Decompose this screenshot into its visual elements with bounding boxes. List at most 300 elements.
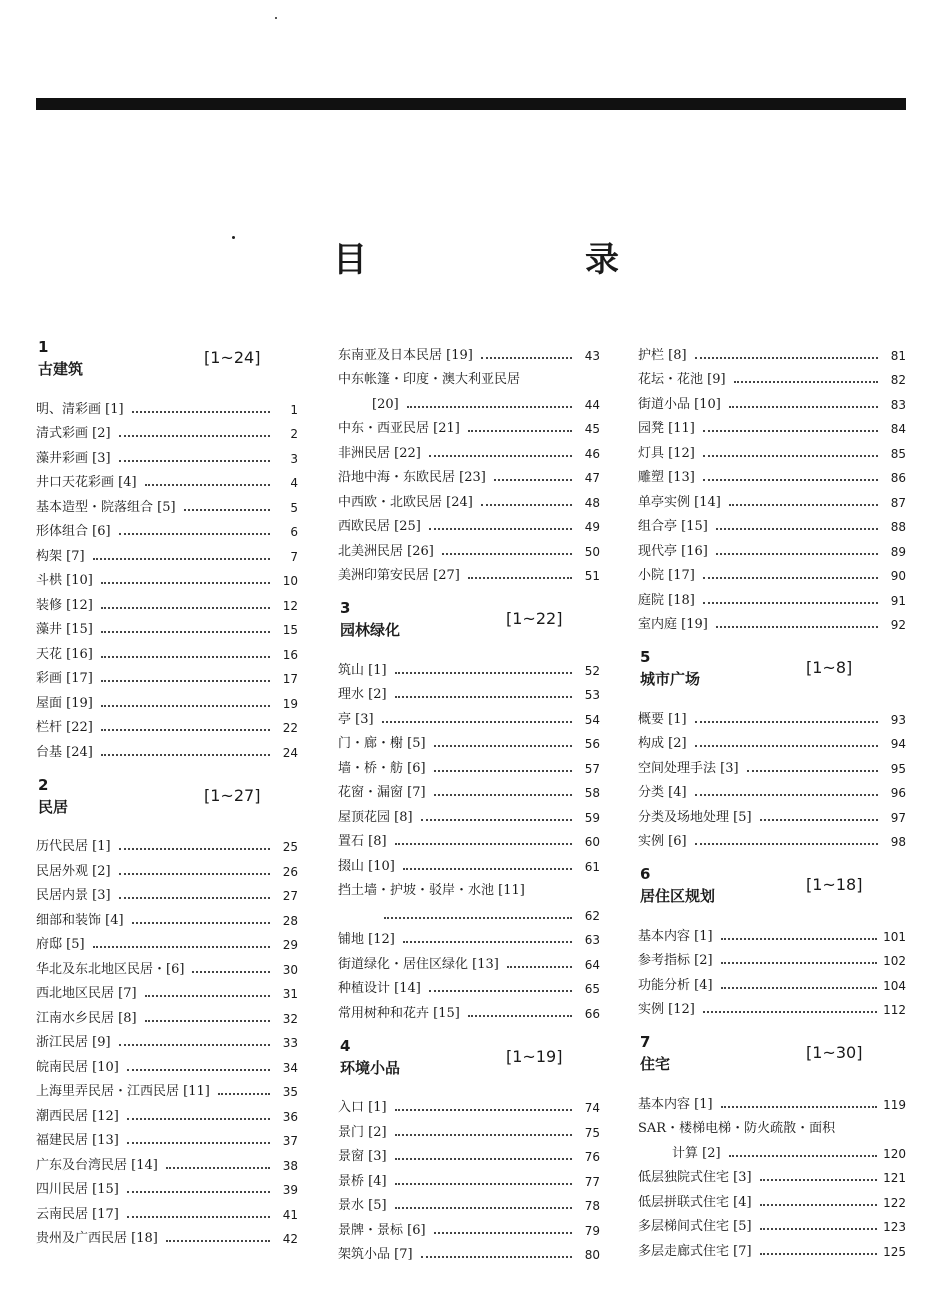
- toc-entry[interactable]: [638, 1112, 906, 1137]
- toc-entry-label: 皖南民居 [10]: [36, 1059, 119, 1075]
- toc-page-number: 12: [282, 598, 298, 613]
- toc-section: [638, 648, 906, 849]
- toc-entry[interactable]: [638, 800, 906, 825]
- toc-page-number: 76: [584, 1150, 600, 1164]
- toc-entry-label: 基本内容 [1]: [638, 1096, 713, 1112]
- section-title: 园林绿化: [340, 621, 401, 639]
- toc-entry[interactable]: [638, 510, 906, 535]
- toc-entry[interactable]: [338, 1115, 600, 1140]
- toc-entry[interactable]: [638, 825, 906, 850]
- toc-entry-label: 中东帐篷・印度・澳大利亚民居: [338, 372, 521, 387]
- toc-entry[interactable]: [36, 686, 298, 711]
- leader-dots: [101, 581, 270, 584]
- toc-entry[interactable]: [338, 972, 600, 997]
- toc-entry-label: [20]: [372, 396, 399, 412]
- toc-entry-label: 景桥 [4]: [338, 1173, 387, 1189]
- leader-dots: [703, 429, 878, 432]
- section-number: 7: [640, 1033, 651, 1051]
- toc-entry[interactable]: [638, 461, 906, 486]
- toc-entry[interactable]: [638, 338, 906, 363]
- section-range: [1~8]: [806, 658, 853, 677]
- leader-dots: [468, 1014, 572, 1017]
- toc-entry[interactable]: [338, 559, 600, 584]
- toc-entry[interactable]: [36, 711, 298, 736]
- leader-dots: [695, 842, 878, 845]
- leader-dots: [760, 1178, 878, 1181]
- toc-entry[interactable]: [338, 1140, 600, 1165]
- toc-entry[interactable]: [338, 1238, 600, 1263]
- toc-entry-label: 掇山 [10]: [338, 858, 395, 874]
- leader-dots: [434, 1231, 572, 1234]
- toc-page-number: 7: [290, 549, 298, 564]
- section-heading[interactable]: [338, 599, 600, 647]
- toc-entry[interactable]: [638, 1210, 906, 1235]
- toc-entry-label: 华北及东北地区民居・[6]: [36, 961, 185, 977]
- toc-entry[interactable]: [36, 441, 298, 466]
- toc-page-number: 43: [584, 348, 600, 363]
- leader-dots: [166, 1239, 270, 1242]
- toc-page-number: 41: [282, 1207, 298, 1222]
- toc-entry[interactable]: [638, 776, 906, 801]
- toc-entry-label: 东南亚及日本民居 [19]: [338, 347, 473, 363]
- toc-entry[interactable]: [338, 702, 600, 727]
- toc-entry-label: 形体组合 [6]: [36, 524, 111, 539]
- toc-entry[interactable]: [36, 952, 298, 977]
- leader-dots: [747, 769, 878, 772]
- toc-entry[interactable]: [338, 1213, 600, 1238]
- toc-page-number: 17: [282, 672, 298, 686]
- toc-entry[interactable]: [338, 363, 600, 388]
- leader-dots: [429, 989, 572, 992]
- toc-entry[interactable]: [638, 608, 906, 633]
- toc-entry[interactable]: [36, 1197, 298, 1222]
- section-title: 住宅: [640, 1055, 671, 1073]
- toc-entry[interactable]: [36, 466, 298, 491]
- toc-entry-label: 护栏 [8]: [638, 347, 687, 363]
- toc-entry-label: 街道绿化・居住区绿化 [13]: [338, 956, 499, 972]
- toc-entry[interactable]: [338, 436, 600, 461]
- toc-page-number: 2: [290, 427, 298, 441]
- toc-page-number: 30: [282, 962, 298, 977]
- toc-entry[interactable]: [338, 1189, 600, 1214]
- toc-entry[interactable]: [638, 436, 906, 461]
- toc-page-number: 31: [282, 987, 298, 1001]
- header-rule: [36, 98, 906, 110]
- toc-entry[interactable]: [36, 564, 298, 589]
- toc-entry[interactable]: [36, 515, 298, 540]
- leader-dots: [127, 1215, 270, 1218]
- leader-dots: [407, 405, 572, 408]
- leader-dots: [101, 728, 270, 731]
- toc-entry[interactable]: [36, 539, 298, 564]
- toc-entry[interactable]: [36, 662, 298, 687]
- toc-entry[interactable]: [338, 849, 600, 874]
- toc-entry[interactable]: [36, 1075, 298, 1100]
- toc-entry[interactable]: [36, 1124, 298, 1149]
- toc-page-number: 86: [890, 471, 906, 485]
- leader-dots: [403, 867, 572, 870]
- section-number: 5: [640, 648, 651, 666]
- leader-dots: [403, 940, 572, 943]
- toc-entry-label: 花窗・漏窗 [7]: [338, 785, 426, 800]
- toc-entry-continuation[interactable]: [638, 1136, 906, 1161]
- toc-entry-label: 挡土墙・护坡・驳岸・水池 [11]: [338, 883, 525, 898]
- toc-entry-label: 铺地 [12]: [338, 932, 395, 947]
- toc-entry-label: 概要 [1]: [638, 711, 687, 727]
- toc-page-number: 52: [584, 663, 600, 678]
- toc-page-number: 58: [584, 786, 600, 800]
- toc-entry[interactable]: [638, 534, 906, 559]
- toc-page-number: 35: [282, 1085, 298, 1099]
- toc-entry[interactable]: [338, 485, 600, 510]
- toc-entry-label: 民居内景 [3]: [36, 888, 111, 903]
- toc-page-number: 81: [890, 348, 906, 363]
- toc-page-number: 125: [883, 1244, 906, 1259]
- toc-page-number: 102: [883, 954, 906, 968]
- toc-page-number: 15: [282, 623, 298, 637]
- toc-entry[interactable]: [338, 1091, 600, 1116]
- leader-dots: [101, 630, 270, 633]
- section-heading[interactable]: [36, 776, 298, 824]
- toc-entry-label: 亭 [3]: [338, 711, 374, 727]
- toc-entry-label: 明、清彩画 [1]: [36, 401, 124, 417]
- toc-page-number: 32: [282, 1011, 298, 1026]
- toc-entry-label: 空间处理手法 [3]: [638, 760, 739, 776]
- toc-page-number: 63: [584, 933, 600, 947]
- toc-entry-label: 屋面 [19]: [36, 695, 93, 711]
- toc-entry[interactable]: [36, 1173, 298, 1198]
- toc-entry[interactable]: [638, 968, 906, 993]
- leader-dots: [760, 1203, 878, 1206]
- toc-entry[interactable]: [338, 678, 600, 703]
- toc-entry-continuation[interactable]: [338, 898, 600, 923]
- toc-entry[interactable]: [338, 996, 600, 1021]
- toc-page-number: 36: [282, 1109, 298, 1124]
- leader-dots: [481, 503, 572, 506]
- toc-entry-label: 上海里弄民居・江西民居 [11]: [36, 1084, 210, 1099]
- toc-page-number: 61: [584, 859, 600, 874]
- toc-page-number: 46: [584, 446, 600, 461]
- leader-dots: [721, 961, 878, 964]
- page-title: 目 录: [333, 240, 669, 280]
- leader-dots: [703, 454, 878, 457]
- leader-dots: [395, 842, 572, 845]
- toc-page-number: 92: [890, 618, 906, 632]
- toc-entry-label: 民居外观 [2]: [36, 863, 111, 879]
- toc-entry[interactable]: [638, 1087, 906, 1112]
- toc-page-number: 87: [890, 495, 906, 510]
- toc-entry[interactable]: [638, 702, 906, 727]
- toc-entry-label: 低层独院式住宅 [3]: [638, 1170, 752, 1185]
- toc-entry-label: 西北地区民居 [7]: [36, 986, 137, 1001]
- leader-dots: [127, 1117, 270, 1120]
- leader-dots: [729, 503, 878, 506]
- toc-entry[interactable]: [638, 727, 906, 752]
- toc-entry-label: 种植设计 [14]: [338, 981, 421, 996]
- leader-dots: [395, 1182, 572, 1185]
- toc-entry[interactable]: [638, 363, 906, 388]
- section-title: 民居: [38, 797, 69, 816]
- toc-column-1: [36, 338, 298, 1246]
- toc-entry[interactable]: [36, 1001, 298, 1026]
- toc-section: [338, 599, 600, 1021]
- section-range: [1~27]: [204, 785, 261, 805]
- toc-entry-label: 台基 [24]: [36, 744, 93, 760]
- toc-entry[interactable]: [638, 1185, 906, 1210]
- toc-entry-label: 墙・桥・舫 [6]: [338, 760, 426, 776]
- toc-page-number: 121: [883, 1171, 906, 1185]
- toc-page-number: 6: [290, 525, 298, 539]
- toc-page-number: 119: [883, 1097, 906, 1112]
- toc-entry[interactable]: [638, 583, 906, 608]
- toc-entry[interactable]: [36, 417, 298, 442]
- leader-dots: [468, 576, 572, 579]
- toc-section: [36, 776, 298, 1247]
- toc-entry-label: 理水 [2]: [338, 687, 387, 702]
- leader-dots: [494, 478, 572, 481]
- leader-dots: [395, 1157, 572, 1160]
- leader-dots: [101, 753, 270, 756]
- toc-entry[interactable]: [36, 392, 298, 417]
- toc-entry-label: 实例 [6]: [638, 834, 687, 849]
- leader-dots: [721, 1105, 878, 1108]
- leader-dots: [729, 405, 878, 408]
- leader-dots: [101, 679, 270, 682]
- toc-entry-label: 基本内容 [1]: [638, 928, 713, 944]
- toc-entry-label: 实例 [12]: [638, 1002, 695, 1017]
- toc-entry[interactable]: [36, 1222, 298, 1247]
- toc-page-number: 54: [584, 712, 600, 727]
- leader-dots: [729, 1154, 878, 1157]
- toc-entry[interactable]: [338, 461, 600, 486]
- leader-dots: [760, 818, 878, 821]
- toc-page-number: 37: [282, 1134, 298, 1148]
- toc-entry-label: 潮西民居 [12]: [36, 1108, 119, 1124]
- toc-entry-label: 参考指标 [2]: [638, 953, 713, 968]
- section-range: [1~18]: [806, 875, 863, 894]
- leader-dots: [395, 695, 572, 698]
- leader-dots: [421, 1255, 572, 1258]
- toc-entry[interactable]: [338, 534, 600, 559]
- toc-entry[interactable]: [338, 1164, 600, 1189]
- toc-page-number: 44: [584, 397, 600, 412]
- toc-entry[interactable]: [338, 338, 600, 363]
- toc-entry-label: 贵州及广西民居 [18]: [36, 1231, 158, 1246]
- leader-dots: [119, 532, 270, 535]
- leader-dots: [716, 625, 878, 628]
- leader-dots: [93, 557, 270, 560]
- toc-entry[interactable]: [338, 776, 600, 801]
- leader-dots: [695, 793, 878, 796]
- toc-entry[interactable]: [338, 800, 600, 825]
- toc-page-number: 47: [584, 471, 600, 485]
- toc-page-number: 88: [890, 520, 906, 534]
- section-heading[interactable]: [36, 338, 298, 386]
- toc-page-number: 75: [584, 1125, 600, 1140]
- toc-page-number: 56: [584, 737, 600, 751]
- leader-dots: [434, 793, 572, 796]
- toc-page-number: 77: [584, 1174, 600, 1189]
- toc-page-number: 49: [584, 520, 600, 534]
- toc-entry[interactable]: [338, 874, 600, 899]
- toc-page-number: 96: [890, 786, 906, 800]
- toc-entry[interactable]: [36, 1099, 298, 1124]
- leader-dots: [119, 872, 270, 875]
- toc-page-number: 66: [584, 1006, 600, 1021]
- section-gap: [638, 632, 906, 648]
- toc-entry[interactable]: [36, 977, 298, 1002]
- toc-entry-label: 构成 [2]: [638, 736, 687, 751]
- toc-page-number: 25: [282, 840, 298, 854]
- toc-page-number: 51: [584, 569, 600, 583]
- toc-entry[interactable]: [36, 1148, 298, 1173]
- toc-entry-label: 园凳 [11]: [638, 421, 695, 436]
- toc-entry-label: 藻井彩画 [3]: [36, 450, 111, 466]
- toc-entry-label: 美洲印第安民居 [27]: [338, 568, 460, 583]
- toc-page-number: 42: [282, 1232, 298, 1246]
- toc-entry-label: 室内庭 [19]: [638, 617, 708, 632]
- toc-page-number: 5: [290, 500, 298, 515]
- section-heading[interactable]: [638, 1033, 906, 1081]
- leader-dots: [145, 994, 270, 997]
- leader-dots: [507, 965, 572, 968]
- toc-entry[interactable]: [36, 613, 298, 638]
- toc-entry-label: 组合亭 [15]: [638, 519, 708, 534]
- toc-entry[interactable]: [338, 923, 600, 948]
- section-number: 3: [340, 599, 351, 617]
- toc-entry[interactable]: [338, 727, 600, 752]
- toc-entry-label: 非洲民居 [22]: [338, 445, 421, 461]
- toc-entry[interactable]: [638, 412, 906, 437]
- section-heading[interactable]: [638, 648, 906, 696]
- toc-entry-label: 彩画 [17]: [36, 671, 93, 686]
- toc-entry-label: 云南民居 [17]: [36, 1206, 119, 1222]
- toc-entry-label: 雕塑 [13]: [638, 470, 695, 485]
- leader-dots: [442, 552, 572, 555]
- leader-dots: [468, 429, 572, 432]
- toc-entry[interactable]: [36, 879, 298, 904]
- toc-page-number: 34: [282, 1060, 298, 1075]
- toc-entry[interactable]: [36, 928, 298, 953]
- leader-dots: [703, 1010, 877, 1013]
- toc-page-number: 45: [584, 422, 600, 436]
- toc-entry[interactable]: [338, 947, 600, 972]
- leader-dots: [703, 478, 878, 481]
- toc-page-number: 62: [584, 908, 600, 923]
- toc-page-number: 27: [282, 889, 298, 903]
- leader-dots: [119, 459, 270, 462]
- toc-entry[interactable]: [338, 825, 600, 850]
- leader-dots: [429, 527, 572, 530]
- toc-entry-label: 入口 [1]: [338, 1100, 387, 1115]
- toc-entry[interactable]: [338, 412, 600, 437]
- toc-entry[interactable]: [338, 653, 600, 678]
- section-range: [1~24]: [204, 348, 261, 367]
- toc-entry[interactable]: [36, 1026, 298, 1051]
- section-gap: [338, 1021, 600, 1037]
- toc-page-number: 29: [282, 938, 298, 952]
- leader-dots: [429, 454, 572, 457]
- leader-dots: [101, 606, 270, 609]
- toc-entry-label: 西欧民居 [25]: [338, 519, 421, 534]
- section-heading[interactable]: [338, 1037, 600, 1085]
- toc-page-number: 1: [290, 402, 298, 417]
- toc-entry-label: 置石 [8]: [338, 834, 387, 849]
- toc-entry-label: 多层走廊式住宅 [7]: [638, 1243, 752, 1259]
- toc-entry[interactable]: [338, 751, 600, 776]
- toc-entry-label: 广东及台湾民居 [14]: [36, 1157, 158, 1173]
- leader-dots: [119, 847, 270, 850]
- toc-page-number: 90: [890, 569, 906, 583]
- toc-entry-label: 细部和装饰 [4]: [36, 912, 124, 928]
- leader-dots: [166, 1166, 270, 1169]
- section-title: 居住区规划: [640, 887, 716, 905]
- toc-entry[interactable]: [36, 588, 298, 613]
- toc-entry[interactable]: [638, 485, 906, 510]
- leader-dots: [481, 356, 572, 359]
- toc-page-number: 97: [890, 810, 906, 825]
- toc-entry[interactable]: [638, 751, 906, 776]
- toc-entry[interactable]: [36, 830, 298, 855]
- toc-entry[interactable]: [638, 919, 906, 944]
- toc-entry-label: 构架 [7]: [36, 548, 85, 564]
- toc-entry[interactable]: [638, 944, 906, 969]
- toc-entry[interactable]: [36, 735, 298, 760]
- leader-dots: [434, 769, 572, 772]
- toc-entry-label: 福建民居 [13]: [36, 1133, 119, 1148]
- toc-entry[interactable]: [36, 637, 298, 662]
- toc-entry[interactable]: [36, 854, 298, 879]
- toc-page-number: 84: [890, 422, 906, 436]
- toc-entry[interactable]: [36, 1050, 298, 1075]
- leader-dots: [184, 508, 270, 511]
- leader-dots: [760, 1252, 878, 1255]
- toc-entry-label: 庭院 [18]: [638, 592, 695, 608]
- toc-page-number: 80: [584, 1248, 600, 1262]
- leader-dots: [101, 655, 270, 658]
- toc-entry-label: 单亭实例 [14]: [638, 494, 721, 510]
- toc-entry[interactable]: [638, 1234, 906, 1259]
- leader-dots: [395, 1206, 572, 1209]
- leader-dots: [145, 1019, 270, 1022]
- toc-page-number: 60: [584, 835, 600, 849]
- section-heading[interactable]: [638, 865, 906, 913]
- toc-page-number: 65: [584, 982, 600, 996]
- toc-entry[interactable]: [638, 993, 906, 1018]
- toc-entry-label: 架筑小品 [7]: [338, 1247, 413, 1262]
- toc-entry-label: 斗栱 [10]: [36, 573, 93, 588]
- section-number: 2: [38, 775, 49, 794]
- toc-page-number: 10: [282, 574, 298, 588]
- toc-page-number: 82: [890, 373, 906, 387]
- toc-entry[interactable]: [638, 1161, 906, 1186]
- toc-entry[interactable]: [36, 903, 298, 928]
- toc-page-number: 78: [584, 1199, 600, 1213]
- toc-page-number: 59: [584, 810, 600, 825]
- toc-entry[interactable]: [638, 387, 906, 412]
- toc-entry-continuation[interactable]: [338, 387, 600, 412]
- toc-entry[interactable]: [338, 510, 600, 535]
- toc-entry-label: 多层梯间式住宅 [5]: [638, 1219, 752, 1234]
- leader-dots: [695, 720, 878, 723]
- toc-entry[interactable]: [638, 559, 906, 584]
- toc-entry-label: 小院 [17]: [638, 568, 695, 583]
- toc-entry-label: 江南水乡民居 [8]: [36, 1010, 137, 1026]
- toc-entry-label: 藻井 [15]: [36, 622, 93, 637]
- toc-page-number: 101: [883, 929, 906, 944]
- toc-page-number: 38: [282, 1158, 298, 1173]
- toc-entry[interactable]: [36, 490, 298, 515]
